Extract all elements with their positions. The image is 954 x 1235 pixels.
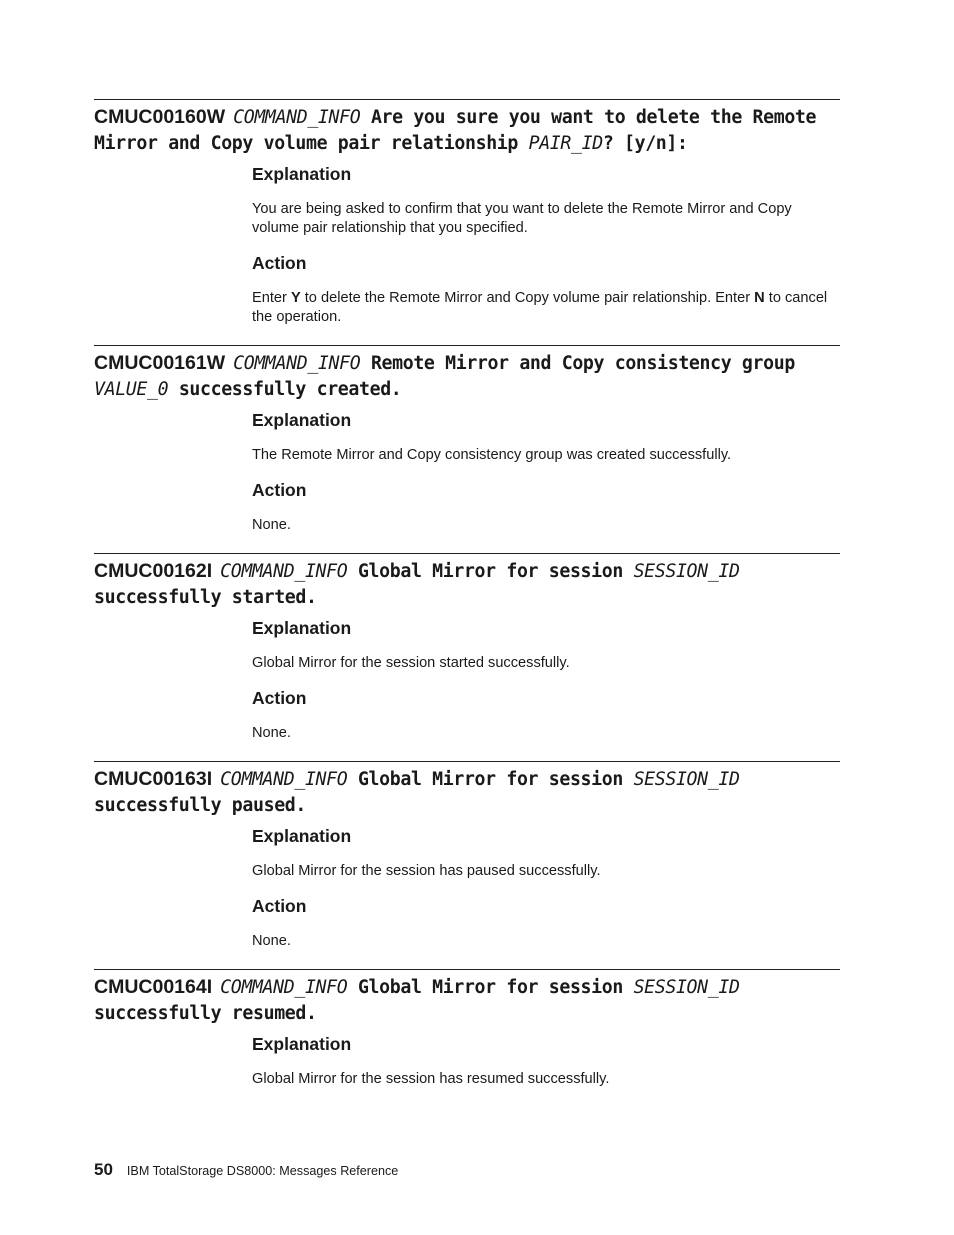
action-text: None. — [252, 933, 291, 949]
message-cmuc00164i — [94, 969, 840, 1089]
explanation-section — [252, 409, 840, 465]
message-variable: SESSION_ID — [633, 977, 740, 998]
explanation-section — [252, 163, 840, 238]
message-id: CMUC00160W — [94, 106, 226, 128]
explanation-heading: Explanation — [252, 164, 352, 184]
message-text: Global Mirror for session — [357, 561, 623, 582]
action-heading: Action — [252, 480, 307, 500]
message-id: CMUC00164I — [94, 976, 213, 998]
command-info-variable: COMMAND_INFO — [220, 977, 348, 998]
explanation-text: Global Mirror for the session started successfully. — [252, 655, 570, 671]
command-info-variable: COMMAND_INFO — [233, 107, 361, 128]
action-section — [252, 687, 840, 743]
page-footer — [94, 1160, 398, 1180]
message-id: CMUC00161W — [94, 352, 226, 374]
explanation-section — [252, 1033, 840, 1089]
message-variable: PAIR_ID — [528, 133, 603, 154]
action-text-part: to delete the Remote Mirror and Copy volume pair relationship. Enter — [304, 290, 751, 306]
message-variable: SESSION_ID — [633, 769, 740, 790]
action-text: None. — [252, 725, 291, 741]
message-heading — [94, 350, 840, 403]
command-info-variable: COMMAND_INFO — [220, 561, 348, 582]
action-section — [252, 252, 840, 327]
action-text — [252, 289, 840, 327]
command-info-variable: COMMAND_INFO — [220, 769, 348, 790]
message-variable: VALUE_0 — [94, 379, 169, 400]
explanation-text: Global Mirror for the session has paused successfully. — [252, 863, 601, 879]
message-variable: SESSION_ID — [633, 561, 740, 582]
action-heading: Action — [252, 688, 307, 708]
action-heading: Action — [252, 253, 307, 273]
explanation-heading: Explanation — [252, 618, 352, 638]
explanation-text: You are being asked to confirm that you want to delete the Remote Mirror and Copy volume pair relationship that you specified. — [252, 201, 792, 236]
action-section — [252, 479, 840, 535]
message-text: Global Mirror for session — [357, 977, 623, 998]
action-key-yes: Y — [290, 290, 301, 306]
message-text: Global Mirror for session — [357, 769, 623, 790]
message-heading — [94, 104, 840, 157]
action-key-no: N — [754, 290, 765, 306]
action-heading: Action — [252, 896, 307, 916]
message-text-end: successfully started. — [94, 587, 317, 608]
message-text-end: successfully created. — [178, 379, 402, 400]
message-text-end: ? [y/n]: — [602, 133, 688, 154]
document-page — [94, 99, 840, 1089]
command-info-variable: COMMAND_INFO — [233, 353, 361, 374]
message-id: CMUC00162I — [94, 560, 213, 582]
explanation-heading: Explanation — [252, 826, 352, 846]
explanation-heading: Explanation — [252, 1034, 352, 1054]
message-cmuc00162i — [94, 553, 840, 743]
message-cmuc00163i — [94, 761, 840, 951]
message-cmuc00160w — [94, 99, 840, 327]
message-heading — [94, 558, 840, 611]
message-id: CMUC00163I — [94, 768, 213, 790]
explanation-text: The Remote Mirror and Copy consistency group was created successfully. — [252, 447, 732, 463]
explanation-section — [252, 825, 840, 881]
message-heading — [94, 974, 840, 1027]
action-text-part: Enter — [252, 290, 287, 306]
action-text-part: to cancel the operation. — [252, 290, 828, 325]
footer-title: IBM TotalStorage DS8000: Messages Reference — [126, 1164, 399, 1178]
action-section — [252, 895, 840, 951]
message-text: Are you sure you want to delete the Remote Mirror and Copy volume pair relationship — [94, 107, 817, 154]
explanation-section — [252, 617, 840, 673]
explanation-text: Global Mirror for the session has resumed successfully. — [252, 1071, 610, 1087]
action-text: None. — [252, 517, 291, 533]
message-text-end: successfully resumed. — [94, 1003, 317, 1024]
message-heading — [94, 766, 840, 819]
message-cmuc00161w — [94, 345, 840, 535]
message-text: Remote Mirror and Copy consistency group — [370, 353, 795, 374]
explanation-heading: Explanation — [252, 410, 352, 430]
message-text-end: successfully paused. — [94, 795, 306, 816]
page-number: 50 — [94, 1160, 113, 1179]
